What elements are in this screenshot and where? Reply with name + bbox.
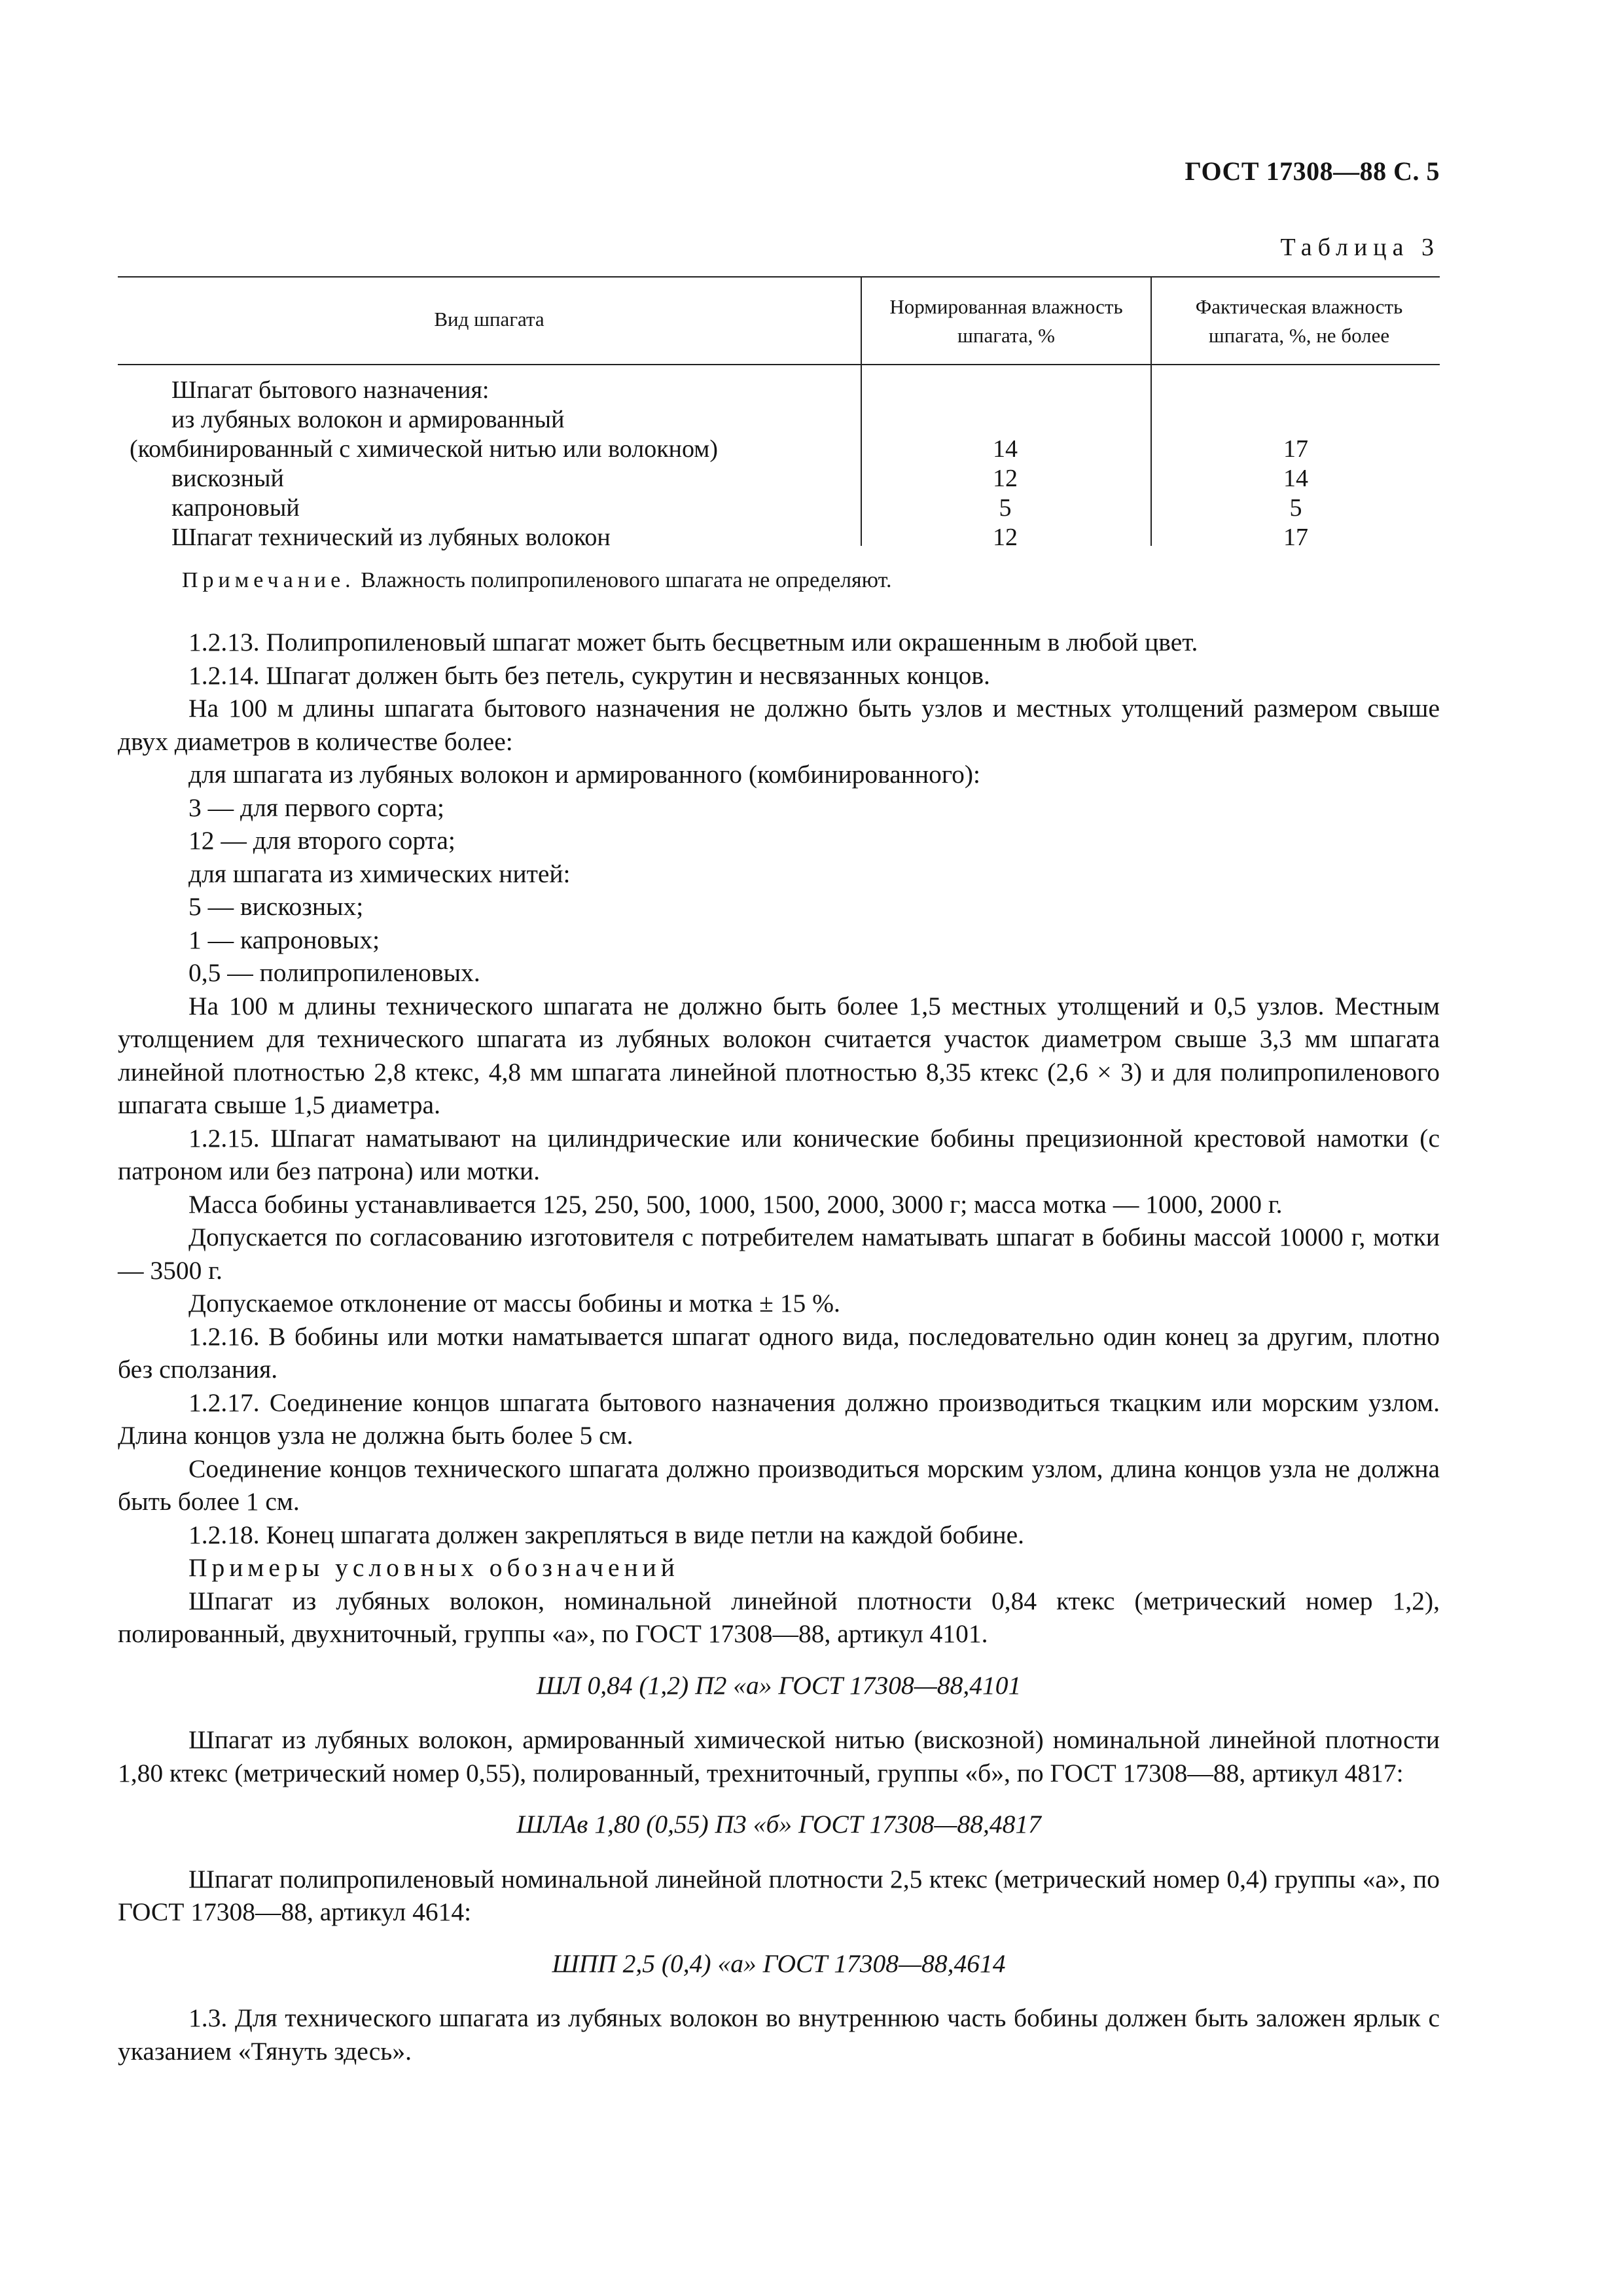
table-cell-fact: 17 xyxy=(1283,435,1308,463)
paragraph: 1.2.17. Соединение концов шпагата бытового назначения должно производиться ткацким или морским узлом. Длина концов узла не должна быть более 5 см. xyxy=(118,1388,1440,1450)
list-item: для шпагата из лубяных волокон и армированного (комбинированного): xyxy=(188,760,980,789)
paragraph: 1.2.18. Конец шпагата должен закрепляться в виде петли на каждой бобине. xyxy=(188,1520,1025,1549)
list-item: 5 — вискозных; xyxy=(188,892,364,921)
table-cell-norm: 12 xyxy=(993,524,1018,551)
table-note-label: Примечание. xyxy=(182,568,355,592)
table-header-cell: Вид шпагата xyxy=(434,308,544,331)
table-row-label: из лубяных волокон и армированный xyxy=(171,406,565,433)
paragraph: Допускаемое отклонение от массы бобины и мотка ± 15 %. xyxy=(188,1289,840,1318)
body-text xyxy=(118,626,1440,2068)
table-row-label: вискозный xyxy=(171,465,284,492)
table-cell-fact: 17 xyxy=(1283,524,1308,551)
table-cell-norm: 12 xyxy=(993,465,1018,492)
paragraph: 1.2.16. В бобины или мотки наматывается шпагат одного вида, последовательно один конец за другим, плотно без сползания. xyxy=(118,1321,1440,1384)
paragraph: 1.2.14. Шпагат должен быть без петель, сукрутин и несвязанных концов. xyxy=(188,660,990,690)
designation-example: ШЛ 0,84 (1,2) П2 «а» ГОСТ 17308—88,4101 xyxy=(536,1670,1022,1700)
table-cell-fact: 14 xyxy=(1283,465,1308,492)
paragraph: Шпагат из лубяных волокон, армированный химической нитью (вискозной) номинальной линейной плотности 1,80 ктекс (метрический номер 0,55), полированный, трехниточный, группы «б», по ГОСТ 17308—88, артикул 4817: xyxy=(118,1725,1440,1787)
table-row-label: капроновый xyxy=(171,494,300,522)
paragraph: Допускается по согласованию изготовителя с потребителем наматывать шпагат в бобины массой 10000 г, мотки — 3500 г. xyxy=(118,1223,1440,1285)
designation-example: ШЛАв 1,80 (0,55) П3 «б» ГОСТ 17308—88,4817 xyxy=(516,1810,1041,1839)
paragraph: Соединение концов технического шпагата должно производиться морским узлом, длина концов узла не должна быть более 1 см. xyxy=(118,1454,1440,1516)
table-cell-norm: 5 xyxy=(999,494,1012,522)
list-item: 0,5 — полипропиленовых. xyxy=(188,958,480,987)
table-note-text: Влажность полипропиленового шпагата не определяют. xyxy=(361,568,892,592)
list-item: для шпагата из химических нитей: xyxy=(188,859,571,888)
table-column-divider xyxy=(861,276,862,546)
section-heading: Примеры условных обозначений xyxy=(188,1553,679,1582)
list-item: 3 — для первого сорта; xyxy=(188,793,445,822)
table-cell-norm: 14 xyxy=(993,435,1018,463)
table-row-label: (комбинированный с химической нитью или волокном) xyxy=(130,435,718,463)
paragraph: 1.3. Для технического шпагата из лубяных волокон во внутреннюю часть бобины должен быть заложен ярлык с указанием «Тянуть здесь». xyxy=(118,2003,1440,2066)
paragraph: 1.2.15. Шпагат наматывают на цилиндрические или конические бобины прецизионной крестовой намотки (с патроном или без патрона) или мотки. xyxy=(118,1123,1440,1185)
paragraph: Шпагат из лубяных волокон, номинальной линейной плотности 0,84 ктекс (метрический номер 1,2), полированный, двухниточный, группы «а», по ГОСТ 17308—88, артикул 4101. xyxy=(118,1586,1440,1648)
table-cell-fact: 5 xyxy=(1289,494,1302,522)
table-note xyxy=(182,568,891,593)
table-row-label: Шпагат технический из лубяных волокон xyxy=(171,524,611,551)
list-item: 12 — для второго сорта; xyxy=(188,826,455,855)
paragraph: Масса бобины устанавливается 125, 250, 500, 1000, 1500, 2000, 3000 г; масса мотка — 1000, 2000 г. xyxy=(188,1189,1283,1219)
table-caption: Таблица 3 xyxy=(1280,234,1440,261)
paragraph: 1.2.13. Полипропиленовый шпагат может быть бесцветным или окрашенным в любой цвет. xyxy=(188,628,1198,656)
paragraph: На 100 м длины технического шпагата не должно быть более 1,5 местных утолщений и 0,5 узлов. Местным утолщением для технического шпагата из лубяных волокон считается участок диаметром свыше 3,3 мм шпагата линейной плотностью 2,8 ктекс, 4,8 мм шпагата линейной плотностью 8,35 ктекс (2,6 × 3) и для полипропиленового шпагата свыше 1,5 диаметра. xyxy=(118,991,1440,1119)
paragraph: Шпагат полипропиленовый номинальной линейной плотности 2,5 ктекс (метрический номер 0,4) группы «а», по ГОСТ 17308—88, артикул 4614: xyxy=(118,1864,1440,1926)
table-column-divider xyxy=(1150,276,1152,546)
table-header-cell: Фактическая влажность шпагата, %, не более xyxy=(1195,295,1403,347)
page-header: ГОСТ 17308—88 С. 5 xyxy=(1185,156,1440,186)
designation-example: ШПП 2,5 (0,4) «а» ГОСТ 17308—88,4614 xyxy=(552,1948,1006,1978)
table-top-rule xyxy=(118,276,1440,278)
table-row-label: Шпагат бытового назначения: xyxy=(171,376,490,404)
paragraph: На 100 м длины шпагата бытового назначения не должно быть узлов и местных утолщений размером свыше двух диаметров в количестве более: xyxy=(118,694,1440,756)
list-item: 1 — капроновых; xyxy=(188,925,380,954)
table-header-cell: Нормированная влажность шпагата, % xyxy=(889,295,1123,347)
table-header-rule xyxy=(118,364,1440,365)
